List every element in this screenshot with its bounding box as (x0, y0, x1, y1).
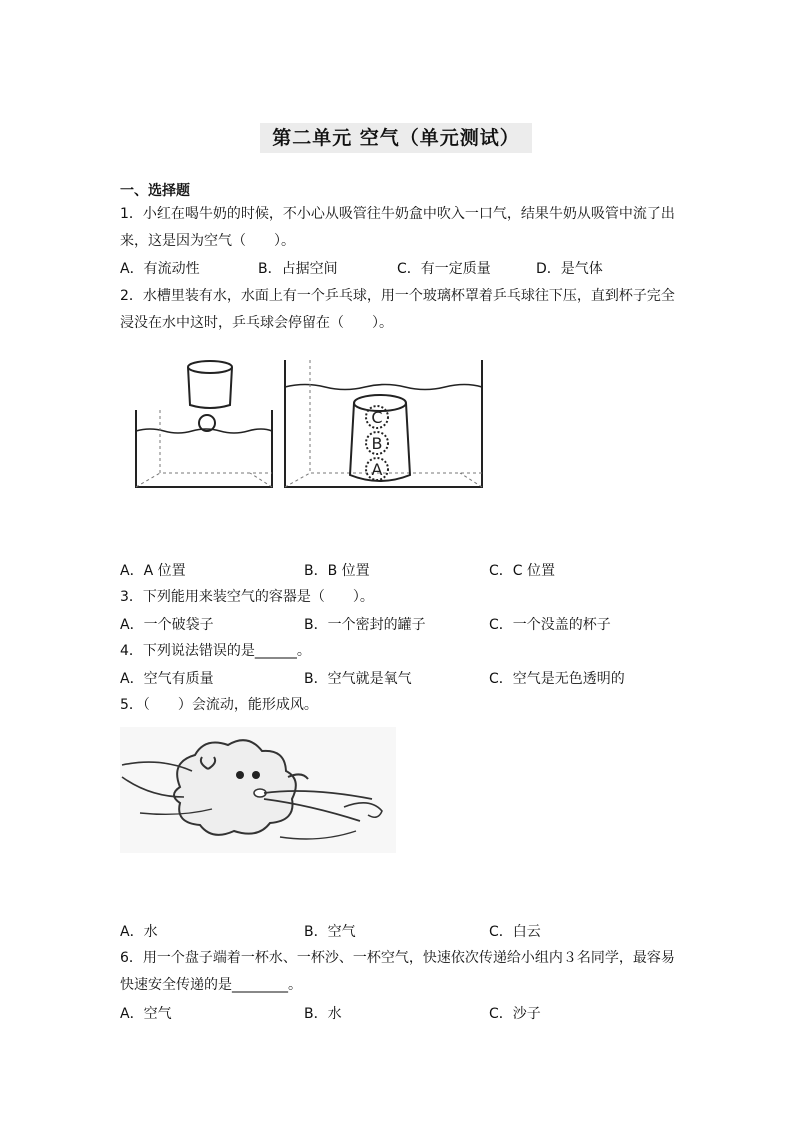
question-6-option-c[interactable]: C．沙子 (489, 1006, 541, 1022)
question-4-options (0, 668, 794, 688)
question-5-option-a[interactable]: A．水 (120, 924, 158, 940)
question-3-option-b[interactable]: B．一个密封的罐子 (304, 617, 426, 633)
question-2-option-b[interactable]: B．B 位置 (304, 563, 370, 579)
wind-cloud-illustration (120, 727, 396, 853)
question-3-options (0, 614, 794, 634)
question-1-text-line1: 1．小红在喝牛奶的时候，不小心从吸管往牛奶盒中吹入一口气，结果牛奶从吸管中流了出 (120, 206, 675, 222)
question-4-text: 4．下列说法错误的是______。 (120, 643, 311, 659)
question-6-options (0, 1003, 794, 1023)
question-6-option-a[interactable]: A．空气 (120, 1006, 172, 1022)
section-heading: 一、选择题 (120, 183, 190, 199)
question-1-options (0, 258, 794, 278)
question-2-option-a[interactable]: A．A 位置 (120, 563, 186, 579)
question-3-text: 3．下列能用来装空气的容器是（ ）。 (120, 589, 374, 605)
question-2-text-line1: 2．水槽里装有水，水面上有一个乒乓球，用一个玻璃杯罩着乒乓球往下压，直到杯子完全 (120, 288, 675, 304)
question-4-option-a[interactable]: A．空气有质量 (120, 671, 214, 687)
left-tank (136, 361, 272, 487)
question-4-option-b[interactable]: B．空气就是氧气 (304, 671, 412, 687)
question-6-text-line1: 6．用一个盘子端着一杯水、一杯沙、一杯空气，快速依次传递给小组内３名同学，最容易 (120, 950, 675, 966)
page-title: 第二单元 空气（单元测试） (260, 123, 532, 153)
question-3-option-a[interactable]: A．一个破袋子 (120, 617, 214, 633)
question-4-option-c[interactable]: C．空气是无色透明的 (489, 671, 625, 687)
question-1-option-c[interactable]: C．有一定质量 (397, 261, 491, 277)
question-1-option-b[interactable]: B．占据空间 (258, 261, 338, 277)
question-6-text-line2: 快速安全传递的是________。 (120, 977, 302, 993)
question-5-options (0, 921, 794, 941)
question-2-option-c[interactable]: C．C 位置 (489, 563, 556, 579)
question-5-option-c[interactable]: C．白云 (489, 924, 541, 940)
question-2-options (0, 560, 794, 580)
position-label-a: A (371, 460, 383, 479)
water-tank-diagram (130, 355, 490, 495)
position-label-b: B (371, 434, 383, 453)
question-5-option-b[interactable]: B．空气 (304, 924, 356, 940)
question-3-option-c[interactable]: C．一个没盖的杯子 (489, 617, 611, 633)
question-6-option-b[interactable]: B．水 (304, 1006, 342, 1022)
question-2-text-line2: 浸没在水中这时，乒乓球会停留在（ ）。 (120, 315, 393, 331)
right-tank (285, 360, 482, 487)
position-label-c: C (371, 408, 383, 427)
question-1-option-a[interactable]: A．有流动性 (120, 261, 200, 277)
question-1-option-d[interactable]: D．是气体 (536, 261, 603, 277)
question-1-text-line2: 来，这是因为空气（ ）。 (120, 233, 295, 249)
question-5-text: 5．（ ）会流动，能形成风。 (120, 697, 318, 713)
